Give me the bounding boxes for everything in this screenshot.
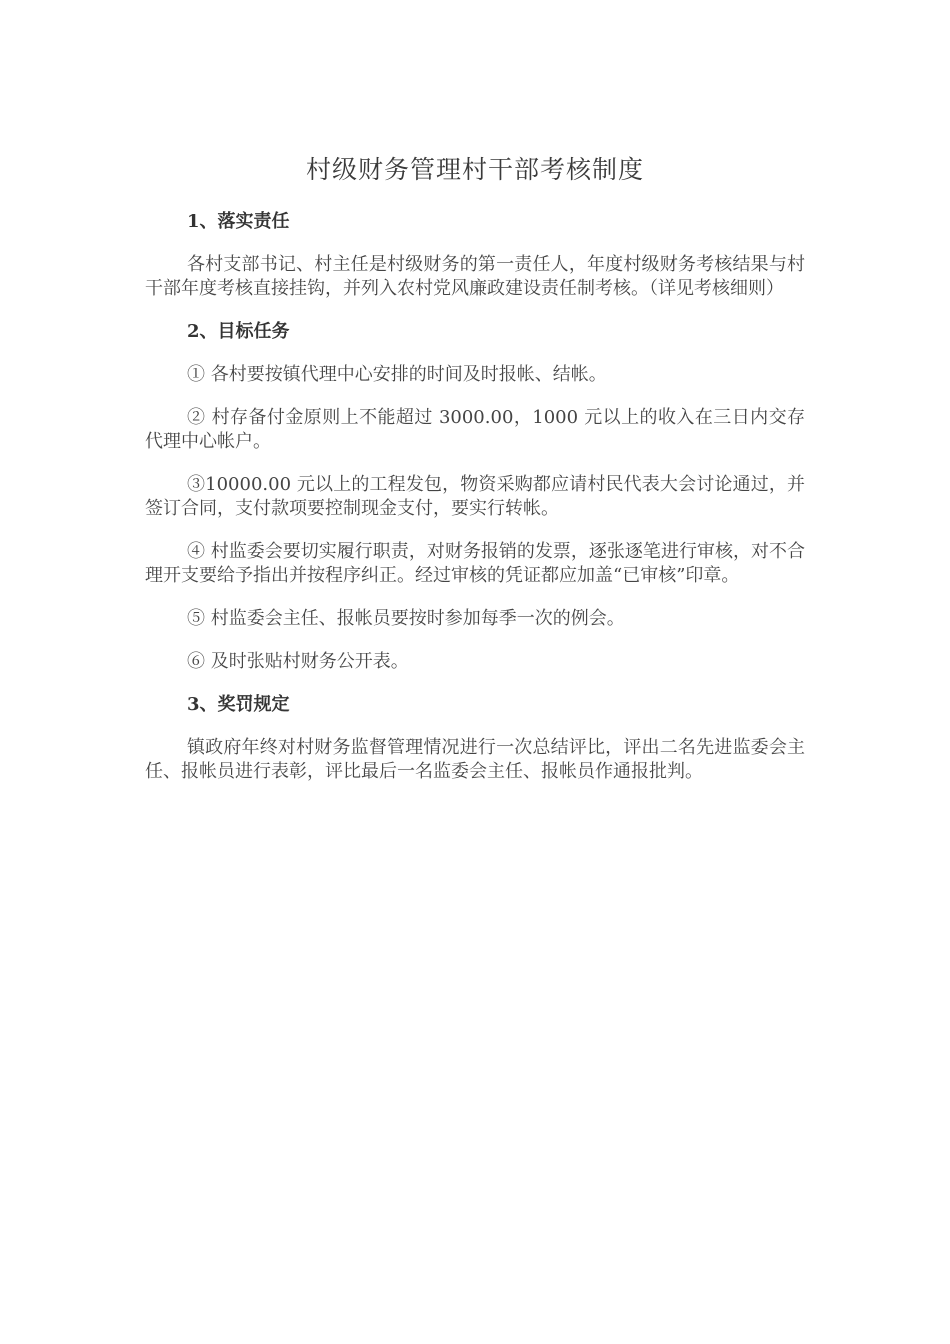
- section-heading: 3、奖罚规定: [187, 694, 290, 715]
- section-responsibility: [145, 210, 805, 301]
- paragraph: 各村支部书记、村主任是村级财务的第一责任人，年度村级财务考核结果与村干部年度考核直接挂钩，并列入农村党风廉政建设责任制考核。（详见考核细则）: [145, 254, 805, 299]
- section-heading: 1、落实责任: [187, 211, 290, 232]
- paragraph: ⑤ 村监委会主任、报帐员要按时参加每季一次的例会。: [187, 608, 625, 629]
- document-title: 村级财务管理村干部考核制度: [305, 155, 644, 184]
- section-targets: [145, 320, 805, 674]
- section-heading: 2、目标任务: [187, 321, 290, 342]
- paragraph: ② 村存备付金原则上不能超过 3000.00，1000 元以上的收入在三日内交存代理中心帐户。: [145, 407, 805, 452]
- paragraph: ① 各村要按镇代理中心安排的时间及时报帐、结帐。: [187, 364, 607, 385]
- document-body: [145, 150, 805, 803]
- paragraph: ④ 村监委会要切实履行职责，对财务报销的发票，逐张逐笔进行审核，对不合理开支要给予指出并按程序纠正。经过审核的凭证都应加盖“已审核”印章。: [145, 541, 805, 586]
- paragraph: ③10000.00 元以上的工程发包，物资采购都应请村民代表大会讨论通过，并签订合同，支付款项要控制现金支付，要实行转帐。: [145, 474, 805, 519]
- paragraph: ⑥ 及时张贴村财务公开表。: [187, 651, 409, 672]
- section-rewards-penalties: [145, 693, 805, 784]
- paragraph: 镇政府年终对村财务监督管理情况进行一次总结评比，评出二名先进监委会主任、报帐员进行表彰，评比最后一名监委会主任、报帐员作通报批判。: [145, 737, 805, 782]
